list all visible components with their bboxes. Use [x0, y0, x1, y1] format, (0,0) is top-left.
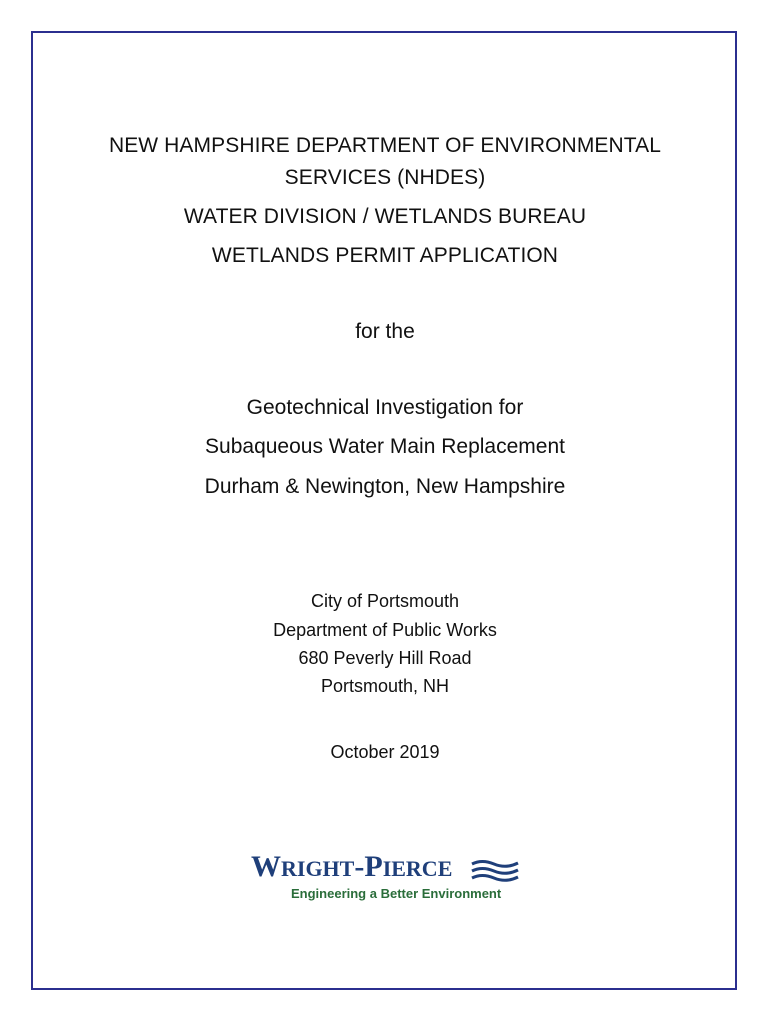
- for-the-text: for the: [355, 320, 415, 343]
- waves-icon: [470, 858, 520, 882]
- title-line-4: WETLANDS PERMIT APPLICATION: [211, 244, 559, 267]
- logo-tagline: Engineering a Better Environment: [291, 886, 502, 901]
- address-line-4: Portsmouth, NH: [320, 676, 450, 696]
- address-line-3: 680 Peverly Hill Road: [298, 648, 472, 668]
- address-line-1: City of Portsmouth: [310, 591, 460, 611]
- title-line-1: NEW HAMPSHIRE DEPARTMENT OF ENVIRONMENTAL: [108, 134, 662, 157]
- logo-company-name: WRIGHT-PIERCE: [251, 850, 453, 883]
- title-line-2: SERVICES (NHDES): [284, 166, 486, 189]
- title-line-3: WATER DIVISION / WETLANDS BUREAU: [183, 205, 587, 228]
- project-line-3: Durham & Newington, New Hampshire: [204, 475, 566, 498]
- address-line-2: Department of Public Works: [273, 620, 497, 640]
- date-text: October 2019: [330, 742, 440, 762]
- project-line-1: Geotechnical Investigation for: [246, 396, 524, 419]
- project-line-2: Subaqueous Water Main Replacement: [205, 435, 565, 458]
- wright-pierce-logo: [248, 852, 528, 908]
